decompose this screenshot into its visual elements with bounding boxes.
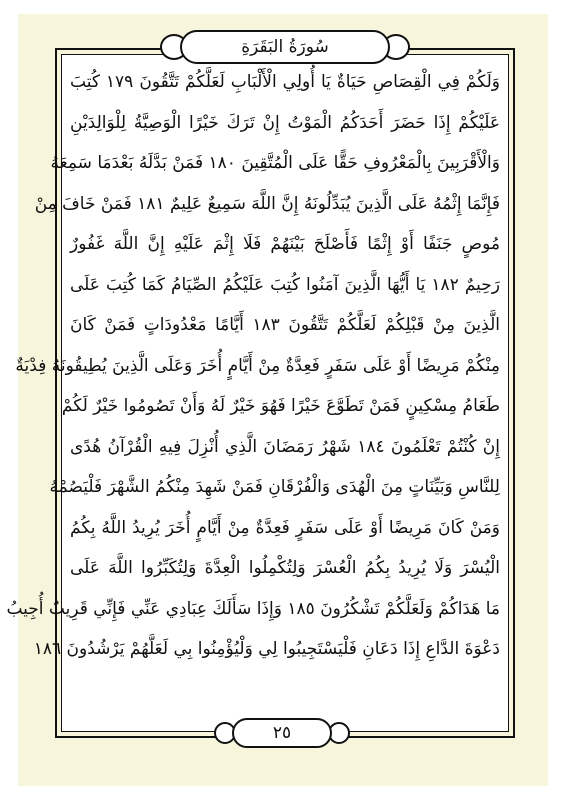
text-line: مُوصٍ جَنَفًا أَوْ إِثْمًا فَأَصْلَحَ بَيْنَهُمْ فَلَا إِثْمَ عَلَيْهِ إِنَّ اللَّهَ غَفُورٌ [70,234,500,254]
text-line: رَحِيمٌ ١٨٢ يَا أَيُّهَا الَّذِينَ آمَنُوا كُتِبَ عَلَيْكُمُ الصِّيَامُ كَمَا كُتِبَ عَلَى [70,274,500,295]
surah-title: سُورَةُ البَقَرَةِ [241,37,329,57]
page-number-badge [232,718,332,748]
text-line: الَّذِينَ مِنْ قَبْلِكُمْ لَعَلَّكُمْ تَتَّقُونَ ١٨٣ أَيَّامًا مَعْدُودَاتٍ فَمَنْ كَانَ [70,315,500,335]
page-number: ٢٥ [272,723,292,743]
text-line: دَعْوَةَ الدَّاعِ إِذَا دَعَانِ فَلْيَسْتَجِيبُوا لِي وَلْيُؤْمِنُوا بِي لَعَلَّهُمْ يَرْشُدُونَ ١٨٦ [33,639,500,659]
quran-text-block [6,62,500,670]
text-line: مَا هَدَاكُمْ وَلَعَلَّكُمْ تَشْكُرُونَ ١٨٥ وَإِذَا سَأَلَكَ عِبَادِي عَنِّي فَإِنِّي قَرِيبٌ أُجِيبُ [6,598,500,619]
text-line: لِلنَّاسِ وَبَيِّنَاتٍ مِنَ الْهُدَى وَالْفُرْقَانِ فَمَنْ شَهِدَ مِنْكُمُ الشَّهْرَ فَلْيَصُمْهُ [49,477,500,497]
text-line: عَلَيْكُمْ إِذَا حَضَرَ أَحَدَكُمُ الْمَوْتُ إِنْ تَرَكَ خَيْرًا الْوَصِيَّةُ لِلْوَالِدَيْنِ [70,112,500,133]
text-line: الْيُسْرَ وَلَا يُرِيدُ بِكُمُ الْعُسْرَ وَلِتُكْمِلُوا الْعِدَّةَ وَلِتُكَبِّرُوا اللَّهَ عَلَى [70,558,500,578]
text-line: وَلَكُمْ فِي الْقِصَاصِ حَيَاةٌ يَا أُولِي الْأَلْبَابِ لَعَلَّكُمْ تَتَّقُونَ ١٧٩ كُتِبَ [70,72,500,92]
surah-header [180,30,390,64]
text-line: طَعَامُ مِسْكِينٍ فَمَنْ تَطَوَّعَ خَيْرًا فَهُوَ خَيْرٌ لَهُ وَأَنْ تَصُومُوا خَيْرٌ لَكُمْ [61,396,500,416]
text-line: فَإِنَّمَا إِثْمُهُ عَلَى الَّذِينَ يُبَدِّلُونَهُ إِنَّ اللَّهَ سَمِيعٌ عَلِيمٌ ١٨١ فَمَنْ خَافَ مِنْ [34,193,500,214]
text-line: وَمَنْ كَانَ مَرِيضًا أَوْ عَلَى سَفَرٍ فَعِدَّةٌ مِنْ أَيَّامٍ أُخَرَ يُرِيدُ اللَّهُ بِكُمُ [70,517,500,538]
text-line: مِنْكُمْ مَرِيضًا أَوْ عَلَى سَفَرٍ فَعِدَّةٌ مِنْ أَيَّامٍ أُخَرَ وَعَلَى الَّذِينَ يُطِيقُونَهُ فِدْيَةٌ [15,355,500,376]
text-line: وَالْأَقْرَبِينَ بِالْمَعْرُوفِ حَقًّا عَلَى الْمُتَّقِينَ ١٨٠ فَمَنْ بَدَّلَهُ بَعْدَمَا سَمِعَهُ [50,153,500,173]
text-line: إِنْ كُنْتُمْ تَعْلَمُونَ ١٨٤ شَهْرُ رَمَضَانَ الَّذِي أُنْزِلَ فِيهِ الْقُرْآنُ هُدًى [70,436,500,457]
